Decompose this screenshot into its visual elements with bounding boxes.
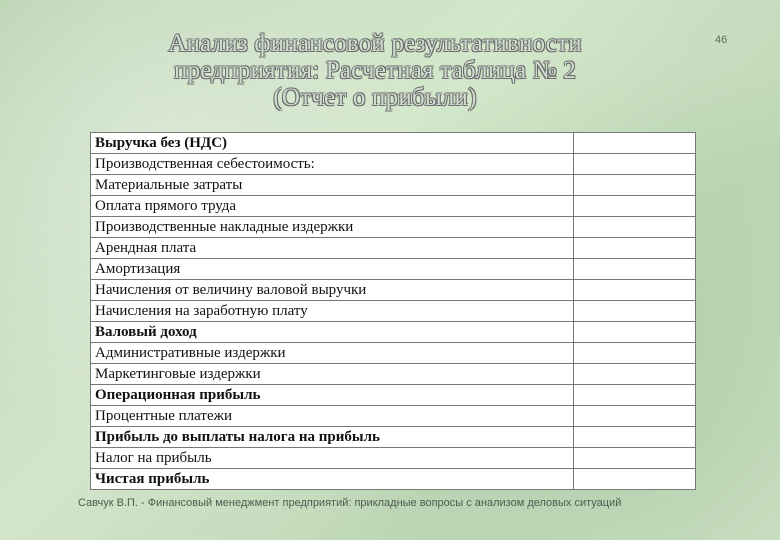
table-row [91,238,696,259]
title-line-3: (Отчет о прибыли) [273,84,477,111]
row-value-cell [574,259,696,280]
table-row [91,469,696,490]
table-row [91,175,696,196]
row-label: Прибыль до выплаты налога на прибыль [91,427,574,448]
row-label: Арендная плата [91,238,574,259]
table-row [91,343,696,364]
row-value-cell [574,238,696,259]
page-number: 46 [715,34,728,46]
row-label: Выручка без (НДС) [91,133,574,154]
table-row [91,196,696,217]
table-row [91,385,696,406]
table-row [91,133,696,154]
row-label: Административные издержки [91,343,574,364]
row-label: Оплата прямого труда [91,196,574,217]
row-value-cell [574,175,696,196]
calculation-table-container [90,132,696,490]
table-row [91,322,696,343]
row-value-cell [574,133,696,154]
row-label: Производственные накладные издержки [91,217,574,238]
table-row [91,280,696,301]
title-line-2: предприятия: Расчетная таблица № 2 [174,57,576,84]
table-row [91,301,696,322]
row-label: Маркетинговые издержки [91,364,574,385]
row-value-cell [574,322,696,343]
table-row [91,217,696,238]
row-value-cell [574,469,696,490]
row-value-cell [574,406,696,427]
row-value-cell [574,154,696,175]
row-value-cell [574,196,696,217]
slide-title [100,30,650,111]
footer-citation: Савчук В.П. - Финансовый менеджмент предприятий: прикладные вопросы с анализом деловых ситуаций [78,497,622,509]
calculation-table-body [91,133,696,490]
row-label: Материальные затраты [91,175,574,196]
table-row [91,406,696,427]
table-row [91,259,696,280]
row-label: Амортизация [91,259,574,280]
row-value-cell [574,343,696,364]
row-value-cell [574,364,696,385]
row-label: Начисления на заработную плату [91,301,574,322]
row-value-cell [574,427,696,448]
row-value-cell [574,301,696,322]
row-label: Начисления от величину валовой выручки [91,280,574,301]
table-row [91,427,696,448]
row-value-cell [574,280,696,301]
row-label: Процентные платежи [91,406,574,427]
table-row [91,364,696,385]
table-row [91,448,696,469]
table-row [91,154,696,175]
row-label: Операционная прибыль [91,385,574,406]
title-line-1: Анализ финансовой результативности [168,30,582,57]
row-value-cell [574,448,696,469]
calculation-table [90,132,696,490]
row-label: Чистая прибыль [91,469,574,490]
row-value-cell [574,385,696,406]
row-label: Налог на прибыль [91,448,574,469]
row-label: Производственная себестоимость: [91,154,574,175]
row-value-cell [574,217,696,238]
row-label: Валовый доход [91,322,574,343]
